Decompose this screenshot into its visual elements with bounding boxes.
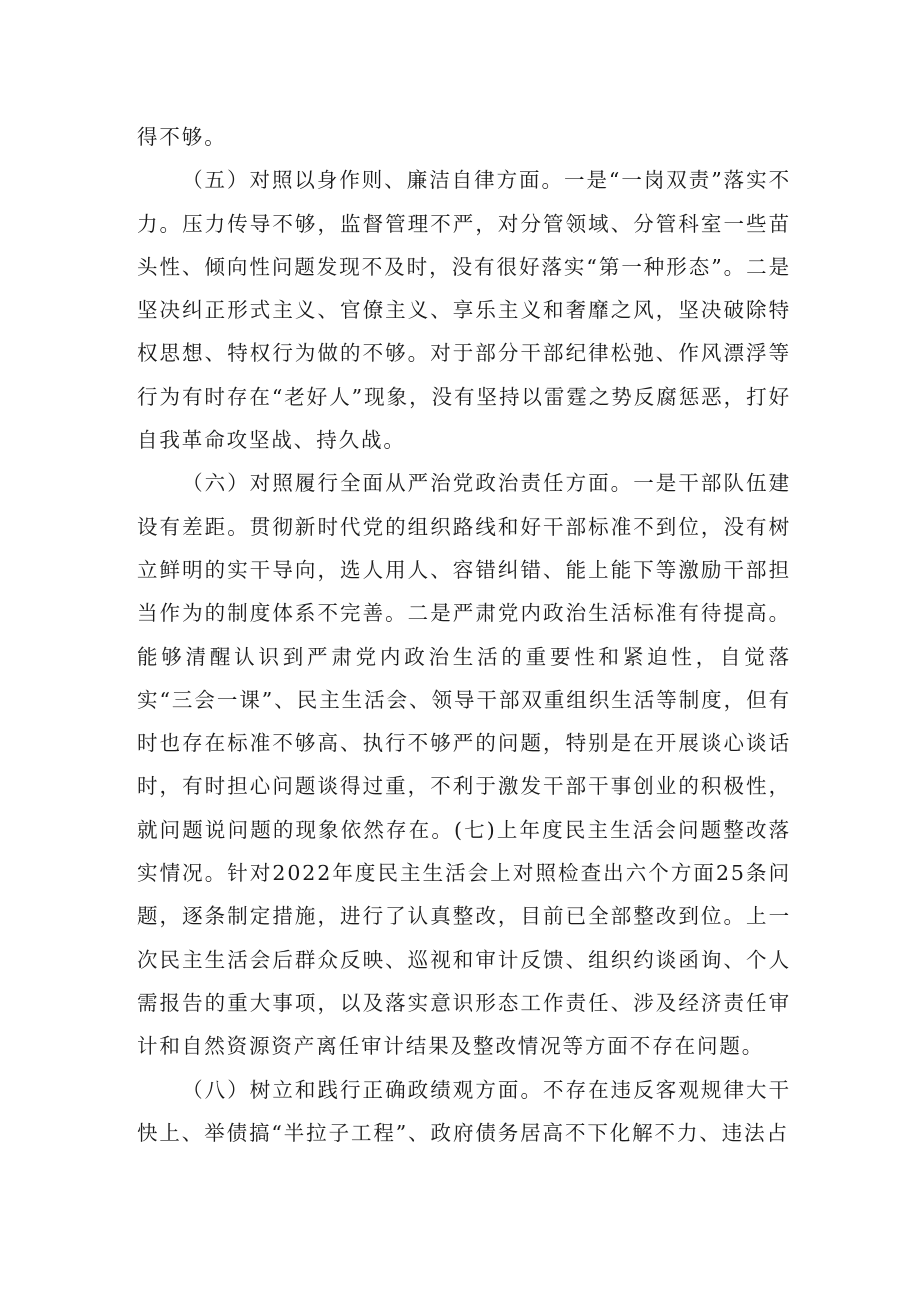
- paragraph-continuation: 得不够。: [137, 125, 227, 149]
- document-body: [137, 116, 791, 1155]
- paragraph-section-5: （五）对照以身作则、廉洁自律方面。一是“一岗双责”落实不力。压力传导不够，监督管理不严，对分管领域、分管科室一些苗头性、倾向性问题发现不及时，没有很好落实“第一种形态”。二是坚决纠正形式主义、官僚主义、享乐主义和奢靡之风，坚决破除特权思想、特权行为做的不够。对于部分干部纪律松弛、作风漂浮等行为有时存在“老好人”现象，没有坚持以雷霆之势反腐惩恶，打好自我革命攻坚战、持久战。: [137, 168, 791, 453]
- paragraph-section-8: （八）树立和践行正确政绩观方面。不存在违反客观规律大干快上、举债搞“半拉子工程”、政府债务居高不下化解不力、违法占: [137, 1077, 791, 1145]
- paragraph-section-6-7: （六）对照履行全面从严治党政治责任方面。一是干部队伍建设有差距。贯彻新时代党的组织路线和好干部标准不到位，没有树立鲜明的实干导向，选人用人、容错纠错、能上能下等激励干部担当作为的制度体系不完善。二是严肃党内政治生活标准有待提高。能够清醒认识到严肃党内政治生活的重要性和紧迫性，自觉落实“三会一课”、民主生活会、领导干部双重组织生活等制度，但有时也存在标准不够高、执行不够严的问题，特别是在开展谈心谈话时，有时担心问题谈得过重，不利于激发干部干事创业的积极性，就问题说问题的现象依然存在。(七)上年度民主生活会问题整改落实情况。针对2022年度民主生活会上对照检查出六个方面25条问题，逐条制定措施，进行了认真整改，目前已全部整改到位。上一次民主生活会后群众反映、巡视和审计反馈、组织约谈函询、个人需报告的重大事项，以及落实意识形态工作责任、涉及经济责任审计和自然资源资产离任审计结果及整改情况等方面不存在问题。: [137, 471, 791, 1059]
